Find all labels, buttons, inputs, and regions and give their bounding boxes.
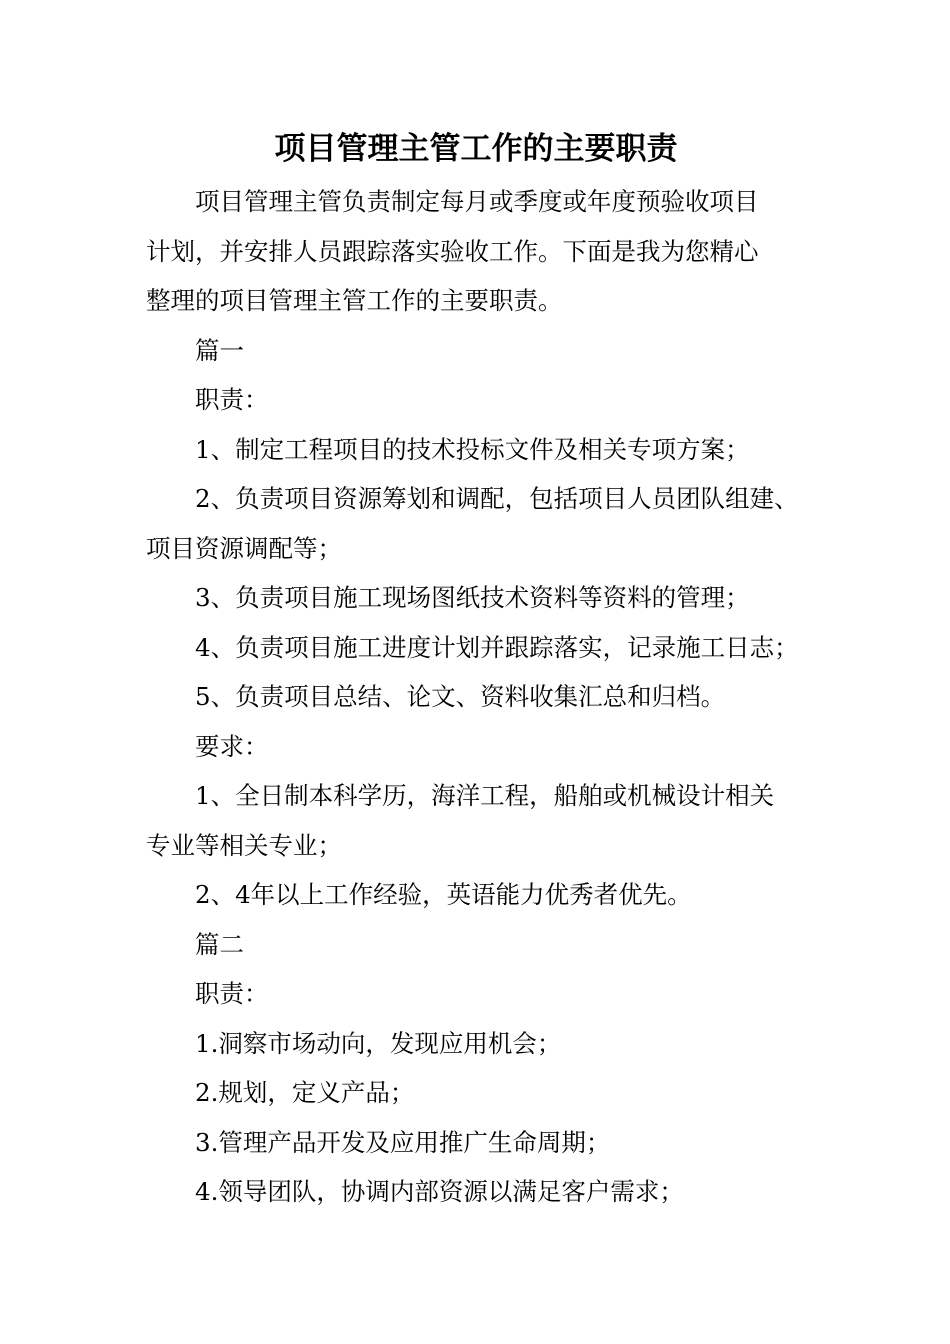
paragraph-5-line-2: 项目资源调配等； [146,533,342,563]
paragraph-1-line-2: 计划，并安排人员跟踪落实验收工作。下面是我为您精心 [146,236,759,266]
paragraph-9-line-1: 要求： [195,731,269,761]
paragraph-15-line-1: 2.规划，定义产品； [195,1078,415,1107]
paragraph-10-line-1: 1、全日制本科学历，海洋工程，船舶或机械设计相关 [195,781,775,810]
paragraph-14-line-1: 1.洞察市场动向，发现应用机会； [195,1028,562,1058]
paragraph-13-line-1: 职责： [195,979,269,1008]
document-title: 项目管理主管工作的主要职责 [274,131,678,167]
paragraph-4-line-1: 1、制定工程项目的技术投标文件及相关专项方案； [195,434,750,464]
paragraph-12-line-1: 篇二 [195,929,244,959]
paragraph-10-line-2: 专业等相关专业； [146,830,342,860]
document-body [146,177,816,1217]
paragraph-1-line-1: 项目管理主管负责制定每月或季度或年度预验收项目 [195,187,759,216]
paragraph-3-line-1: 职责： [195,385,269,414]
paragraph-1-line-3: 整理的项目管理主管工作的主要职责。 [146,286,563,315]
paragraph-7-line-1: 4、负责项目施工进度计划并跟踪落实，记录施工日志； [195,632,799,662]
paragraph-17-line-1: 4.领导团队，协调内部资源以满足客户需求； [195,1177,684,1206]
paragraph-16-line-1: 3.管理产品开发及应用推广生命周期； [195,1127,611,1157]
paragraph-5-line-1: 2、负责项目资源筹划和调配，包括项目人员团队组建、 [195,484,799,513]
paragraph-2-line-1: 篇一 [195,335,244,365]
paragraph-6-line-1: 3、负责项目施工现场图纸技术资料等资料的管理； [195,583,750,612]
paragraph-11-line-1: 2、4年以上工作经验，英语能力优秀者优先。 [195,880,692,909]
paragraph-8-line-1: 5、负责项目总结、论文、资料收集汇总和归档。 [195,682,726,711]
